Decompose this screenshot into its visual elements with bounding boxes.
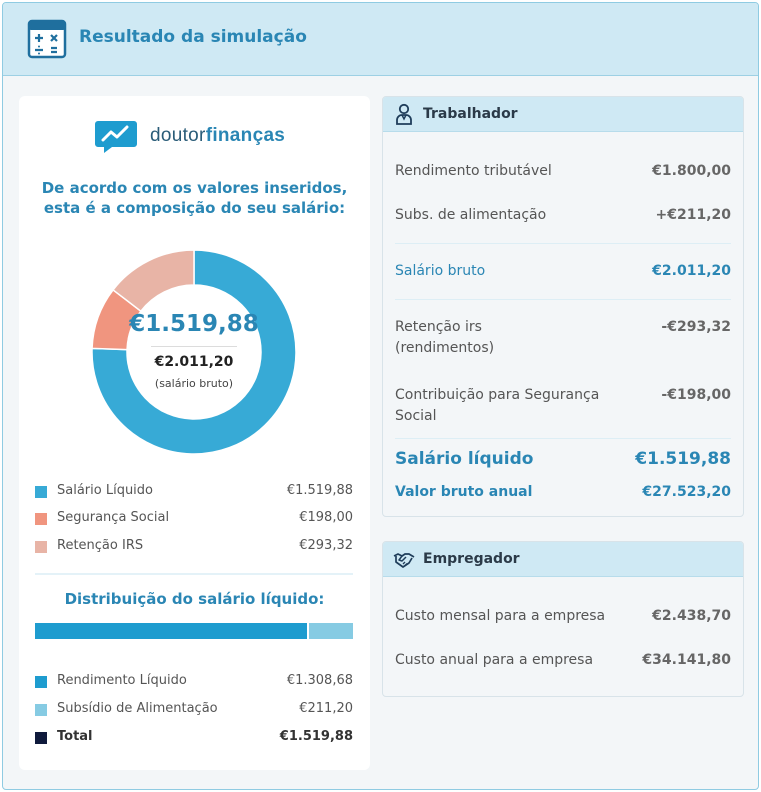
row-divider <box>395 243 731 244</box>
gross-salary-value: €2.011,20 <box>154 354 234 370</box>
distribution-item <box>35 701 353 721</box>
distribution-item <box>35 673 353 693</box>
row-divider <box>395 438 731 439</box>
row-value: €27.523,20 <box>642 484 731 500</box>
handshake-icon <box>393 548 415 570</box>
calculator-icon <box>27 19 67 59</box>
simulation-result-frame <box>2 2 759 790</box>
distribution-total <box>35 729 353 749</box>
row-value: €1.519,88 <box>635 449 731 469</box>
net-salary-value: €1.519,88 <box>129 311 259 337</box>
legend-swatch <box>35 486 47 498</box>
worker-title: Trabalhador <box>423 106 518 122</box>
net-income-bar-segment <box>35 623 309 639</box>
donut-center <box>91 249 297 455</box>
legend-label: Salário Líquido <box>57 483 154 498</box>
distribution-title: Distribuição do salário líquido: <box>64 590 325 608</box>
legend-swatch <box>35 676 47 688</box>
worker-panel-header <box>383 97 743 132</box>
row-label: Subs. de alimentação <box>395 207 547 223</box>
worker-panel <box>382 96 744 517</box>
row-value: -€198,00 <box>661 387 731 403</box>
social-security-row <box>395 385 731 429</box>
row-label: Custo anual para a empresa <box>395 652 594 668</box>
employer-panel-header <box>383 542 743 577</box>
legend-value: €1.308,68 <box>286 673 353 688</box>
irs-withholding-row <box>395 317 731 361</box>
legend-item <box>35 483 353 503</box>
legend-swatch <box>35 541 47 553</box>
worker-icon <box>393 103 415 125</box>
row-value: €2.438,70 <box>652 608 731 624</box>
legend-item <box>35 510 353 530</box>
row-label: Rendimento tributável <box>395 163 552 179</box>
row-label: Salário líquido <box>395 449 534 469</box>
legend-value: €198,00 <box>299 510 353 525</box>
legend-value: €293,32 <box>299 538 353 553</box>
composition-intro: De acordo com os valores inseridos, esta é a composição do seu salário: <box>41 179 348 217</box>
total-value: €1.519,88 <box>279 729 353 744</box>
row-value: €1.800,00 <box>652 163 731 179</box>
legend-item <box>35 538 353 558</box>
employer-panel <box>382 541 744 697</box>
employer-title: Empregador <box>423 551 520 567</box>
legend-value: €211,20 <box>299 701 353 716</box>
row-value: €34.141,80 <box>642 652 731 668</box>
row-divider <box>395 299 731 300</box>
total-label: Total <box>57 729 93 744</box>
legend-label: Segurança Social <box>57 510 170 525</box>
brand-name: doutorfinanças <box>150 125 286 146</box>
doutor-financas-logo[interactable] <box>94 120 314 154</box>
page-title: Resultado da simulação <box>79 27 307 47</box>
section-divider <box>35 573 353 575</box>
legend-swatch <box>35 732 47 744</box>
row-label: Valor bruto anual <box>395 484 533 500</box>
row-label: Salário bruto <box>395 263 486 279</box>
legend-swatch <box>35 513 47 525</box>
legend-label: Retenção IRS <box>57 538 144 553</box>
legend-label: Subsídio de Alimentação <box>57 701 218 716</box>
legend-value: €1.519,88 <box>286 483 353 498</box>
row-label: Custo mensal para a empresa <box>395 608 606 624</box>
row-label: Contribuição para Segurança Social <box>395 387 600 424</box>
row-value: €2.011,20 <box>652 263 731 279</box>
salary-composition-card <box>19 96 370 770</box>
center-divider <box>151 346 237 347</box>
chart-badge-icon <box>94 120 138 154</box>
legend-swatch <box>35 704 47 716</box>
legend-label: Rendimento Líquido <box>57 673 187 688</box>
row-value: -€293,32 <box>661 319 731 335</box>
distribution-bar <box>35 623 353 639</box>
row-label: Retenção irs (rendimentos) <box>395 319 495 356</box>
gross-salary-caption: (salário bruto) <box>154 377 234 390</box>
result-header <box>3 3 758 76</box>
row-value: +€211,20 <box>655 207 731 223</box>
